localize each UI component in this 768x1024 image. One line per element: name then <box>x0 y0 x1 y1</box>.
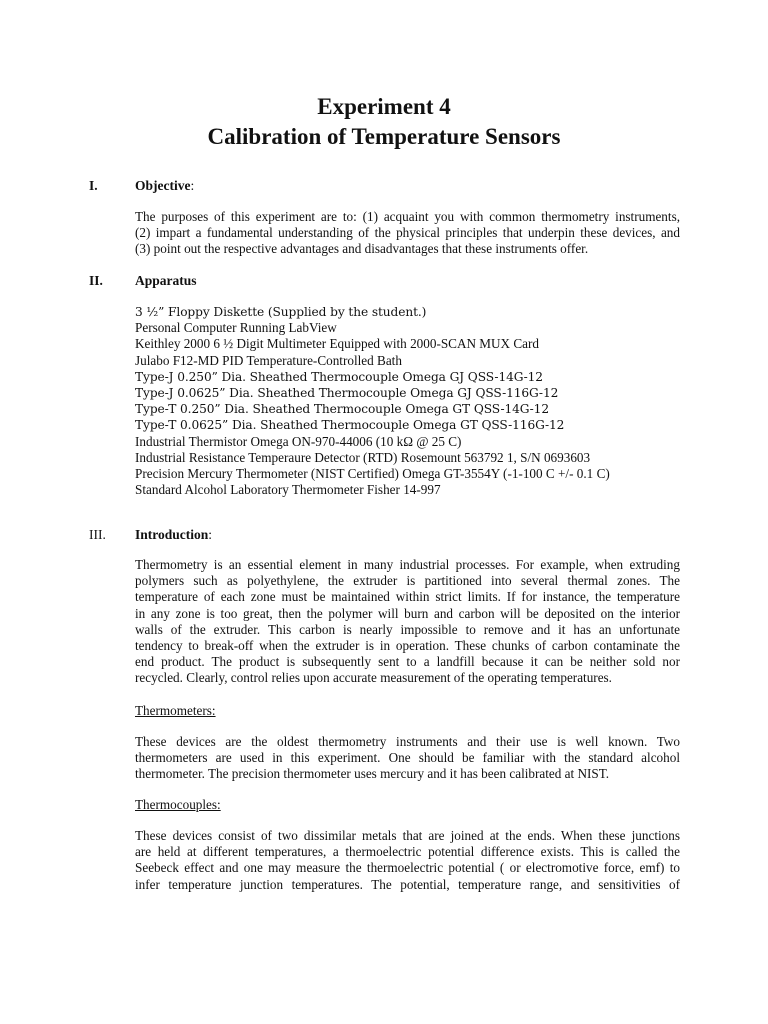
text-line: in any zone is too great, then the polymer will burn and carbon will be deposited on the interior <box>135 605 680 621</box>
text-line: The purposes of this experiment are to: (1) acquaint you with common thermometry instruments, <box>135 209 680 224</box>
subheading-thermocouples: Thermocouples: <box>135 797 221 812</box>
text-line: tendency to break-off when the extruder is in operation. These chunks of carbon contaminate the <box>135 638 680 654</box>
text-line: temperature of each zone must be maintained within strict limits. If for instance, the temperature <box>135 589 680 605</box>
text-line: end product. The product is subsequently sent to a landfill because it can be neither sold nor <box>135 654 680 670</box>
objective-heading-text: Objective <box>135 178 191 193</box>
list-item: Precision Mercury Thermometer (NIST Certified) Omega GT-3554Y (-1-100 C +/- 0.1 C) <box>135 466 610 482</box>
apparatus-heading-text: Apparatus <box>135 273 197 288</box>
text-line: (2) impart a fundamental understanding of the physical principles that underpin these devices, and <box>135 225 680 241</box>
apparatus-list <box>135 304 610 498</box>
section-number-introduction: III. <box>89 527 106 542</box>
text-line: These devices consist of two dissimilar metals that are joined at the ends. When these junctions <box>135 828 680 843</box>
list-item: Industrial Resistance Temperaure Detector (RTD) Rosemount 563792 1, S/N 0693603 <box>135 449 591 465</box>
text-line: thermometer. The precision thermometer uses mercury and it has been calibrated at NIST. <box>135 766 610 782</box>
thermometers-paragraph <box>135 734 680 783</box>
text-line: Thermometry is an essential element in many industrial processes. For example, when extruding <box>135 557 680 572</box>
list-item: Type-T 0.250” Dia. Sheathed Thermocouple Omega GT QSS-14G-12 <box>135 402 549 417</box>
text-line: infer temperature junction temperatures. The potential, temperature range, and sensitivities of <box>135 876 680 892</box>
section-number-apparatus: II. <box>89 273 103 288</box>
list-item: Personal Computer Running LabView <box>135 320 337 336</box>
text-line: are held at different temperatures, a thermoelectric potential difference exists. This is called the <box>135 844 680 860</box>
list-item: Type-J 0.0625” Dia. Sheathed Thermocouple Omega GJ QSS-116G-12 <box>135 386 559 401</box>
text-line: walls of the extruder. This carbon is nearly impossible to remove and it has an unfortunate <box>135 621 680 637</box>
section-heading-apparatus <box>135 272 197 289</box>
section-heading-objective <box>135 177 194 194</box>
objective-heading-colon: : <box>190 178 195 193</box>
objective-paragraph <box>135 209 680 258</box>
list-item: Industrial Thermistor Omega ON-970-44006 (10 kΩ @ 25 C) <box>135 433 462 449</box>
introduction-paragraph <box>135 557 680 687</box>
thermocouples-paragraph <box>135 828 680 893</box>
section-heading-introduction <box>135 526 212 543</box>
text-line: (3) point out the respective advantages and disadvantages that these instruments offer. <box>135 241 589 257</box>
introduction-heading-colon: : <box>208 527 213 542</box>
list-item: 3 ½” Floppy Diskette (Supplied by the student.) <box>135 305 427 319</box>
text-line: recycled. Clearly, control relies upon accurate measurement of the operating temperatures. <box>135 670 612 686</box>
text-line: thermometers are used in this experiment. One should be familiar with the standard alcohol <box>135 750 680 766</box>
list-item: Type-T 0.0625” Dia. Sheathed Thermocouple Omega GT QSS-116G-12 <box>135 418 565 433</box>
list-item: Julabo F12-MD PID Temperature-Controlled Bath <box>135 352 402 368</box>
document-subtitle: Calibration of Temperature Sensors <box>207 124 561 149</box>
text-line: Seebeck effect and one may measure the thermoelectric potential ( or electromotive force, emf) to <box>135 860 680 876</box>
subheading-thermometers: Thermometers: <box>135 703 216 718</box>
list-item: Type-J 0.250” Dia. Sheathed Thermocouple Omega GJ QSS-14G-12 <box>135 369 543 384</box>
text-line: polymers such as polyethylene, the extruder is partitioned into several thermal zones. The <box>135 573 680 589</box>
introduction-heading-text: Introduction <box>135 527 209 542</box>
document-title: Experiment 4 <box>317 94 451 119</box>
section-number-objective: I. <box>89 178 98 193</box>
text-line: These devices are the oldest thermometry instruments and their use is well known. Two <box>135 734 680 749</box>
list-item: Standard Alcohol Laboratory Thermometer Fisher 14-997 <box>135 482 441 498</box>
list-item: Keithley 2000 6 ½ Digit Multimeter Equipped with 2000-SCAN MUX Card <box>135 336 540 352</box>
